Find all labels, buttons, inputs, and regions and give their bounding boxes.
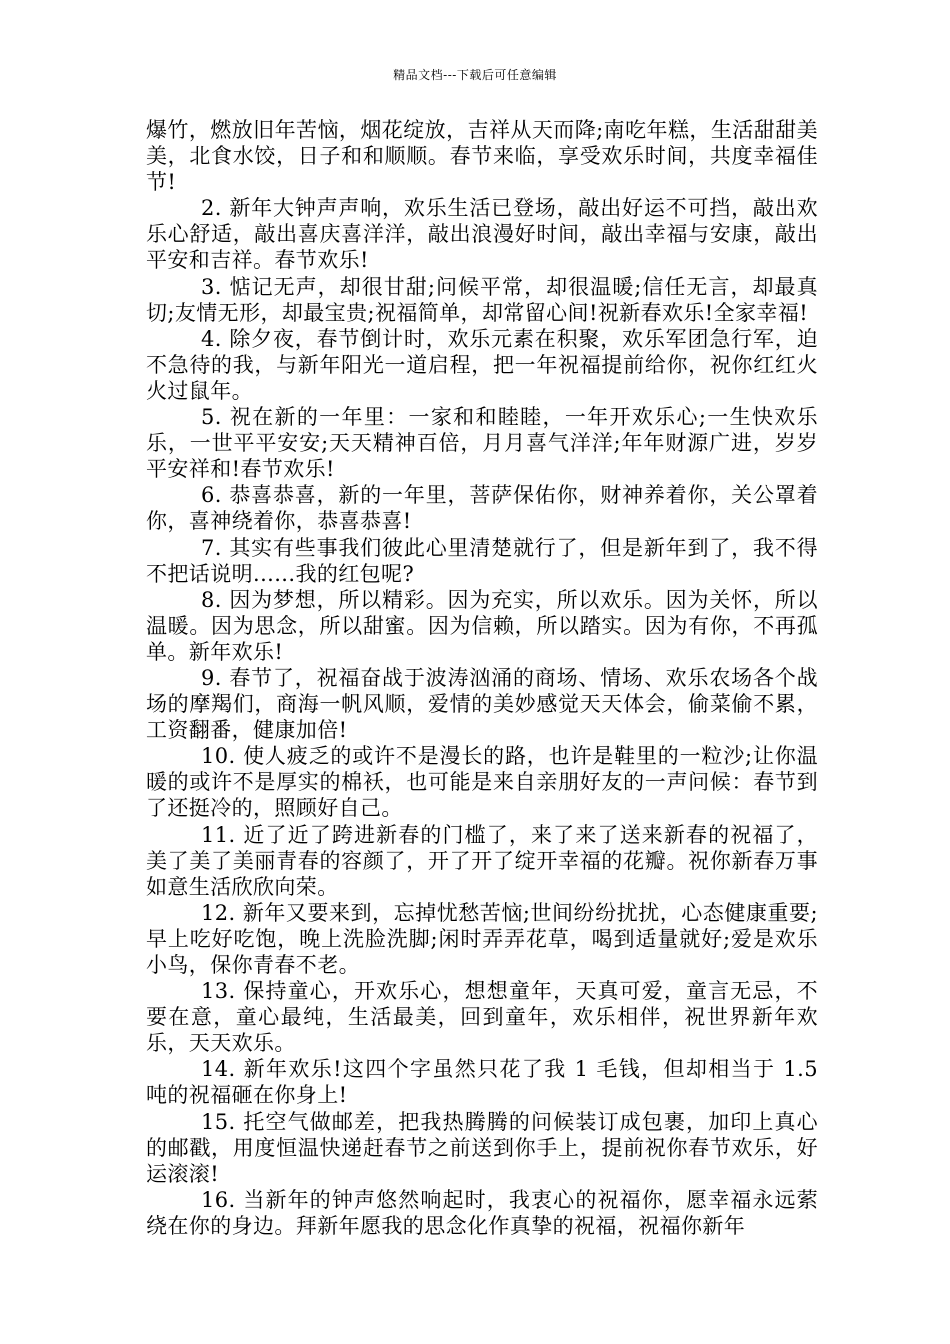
document-body (146, 117, 818, 1239)
paragraph-7: 7. 其实有些事我们彼此心里清楚就行了，但是新年到了，我不得不把话说明......我的红包呢? (146, 535, 818, 586)
paragraph-5: 5. 祝在新的一年里：一家和和睦睦，一年开欢乐心;一生快欢乐乐，一世平平安安;天天精神百倍，月月喜气洋洋;年年财源广进，岁岁平安祥和!春节欢乐! (146, 405, 818, 482)
paragraph-6: 6. 恭喜恭喜，新的一年里，菩萨保佑你，财神养着你，关公罩着你，喜神绕着你，恭喜恭喜! (146, 483, 818, 534)
paragraph-9: 9. 春节了，祝福奋战于波涛汹涌的商场、情场、欢乐农场各个战场的摩羯们，商海一帆风顺，爱情的美妙感觉天天体会，偷菜偷不累，工资翻番，健康加倍! (146, 665, 818, 743)
paragraph-12: 12. 新年又要来到，忘掉忧愁苦恼;世间纷纷扰扰，心态健康重要;早上吃好吃饱，晚上洗脸洗脚;闲时弄弄花草，喝到适量就好;爱是欢乐小鸟，保你青春不老。 (146, 900, 818, 977)
paragraph-14: 14. 新年欢乐!这四个字虽然只花了我 1 毛钱，但却相当于 1.5 吨的祝福砸在你身上! (146, 1057, 818, 1108)
paragraph-8: 8. 因为梦想，所以精彩。因为充实，所以欢乐。因为关怀，所以温暖。因为思念，所以甜蜜。因为信赖，所以踏实。因为有你，不再孤单。新年欢乐! (146, 587, 818, 664)
paragraph-1: 爆竹，燃放旧年苦恼，烟花绽放，吉祥从天而降;南吃年糕，生活甜甜美美，北食水饺，日子和和顺顺。春节来临，享受欢乐时间，共度幸福佳节! (146, 118, 818, 195)
paragraph-3: 3. 惦记无声，却很甘甜;问候平常，却很温暖;信任无言，却最真切;友情无形，却最宝贵;祝福简单，却常留心间!祝新春欢乐!全家幸福! (146, 274, 818, 325)
paragraph-11: 11. 近了近了跨进新春的门槛了，来了来了送来新春的祝福了，美了美了美丽青春的容颜了，开了开了绽开幸福的花瓣。祝你新春万事如意生活欣欣向荣。 (146, 822, 818, 899)
paragraph-13: 13. 保持童心，开欢乐心，想想童年，天真可爱，童言无忌，不要在意，童心最纯，生活最美，回到童年，欢乐相伴，祝世界新年欢乐，天天欢乐。 (146, 979, 818, 1056)
paragraph-15: 15. 托空气做邮差，把我热腾腾的问候装订成包裹，加印上真心的邮戳，用度恒温快递赶春节之前送到你手上，提前祝你春节欢乐，好运滚滚! (146, 1109, 818, 1186)
paragraph-4: 4. 除夕夜，春节倒计时，欢乐元素在积聚，欢乐军团急行军，迫不急待的我，与新年阳光一道启程，把一年祝福提前给你，祝你红红火火过鼠年。 (146, 326, 818, 403)
paragraph-2: 2. 新年大钟声声响，欢乐生活已登场，敲出好运不可挡，敲出欢乐心舒适，敲出喜庆喜洋洋，敲出浪漫好时间，敲出幸福与安康，敲出平安和吉祥。春节欢乐! (146, 196, 818, 273)
paragraph-16: 16. 当新年的钟声悠然响起时，我衷心的祝福你，愿幸福永远萦绕在你的身边。拜新年愿我的思念化作真挚的祝福，祝福你新年 (146, 1187, 818, 1238)
paragraph-10: 10. 使人疲乏的或许不是漫长的路，也许是鞋里的一粒沙;让你温暖的或许不是厚实的棉袄，也可能是来自亲朋好友的一声问候：春节到了还挺冷的，照顾好自己。 (146, 744, 818, 821)
page-header: 精品文档---下载后可任意编辑 (393, 68, 557, 82)
